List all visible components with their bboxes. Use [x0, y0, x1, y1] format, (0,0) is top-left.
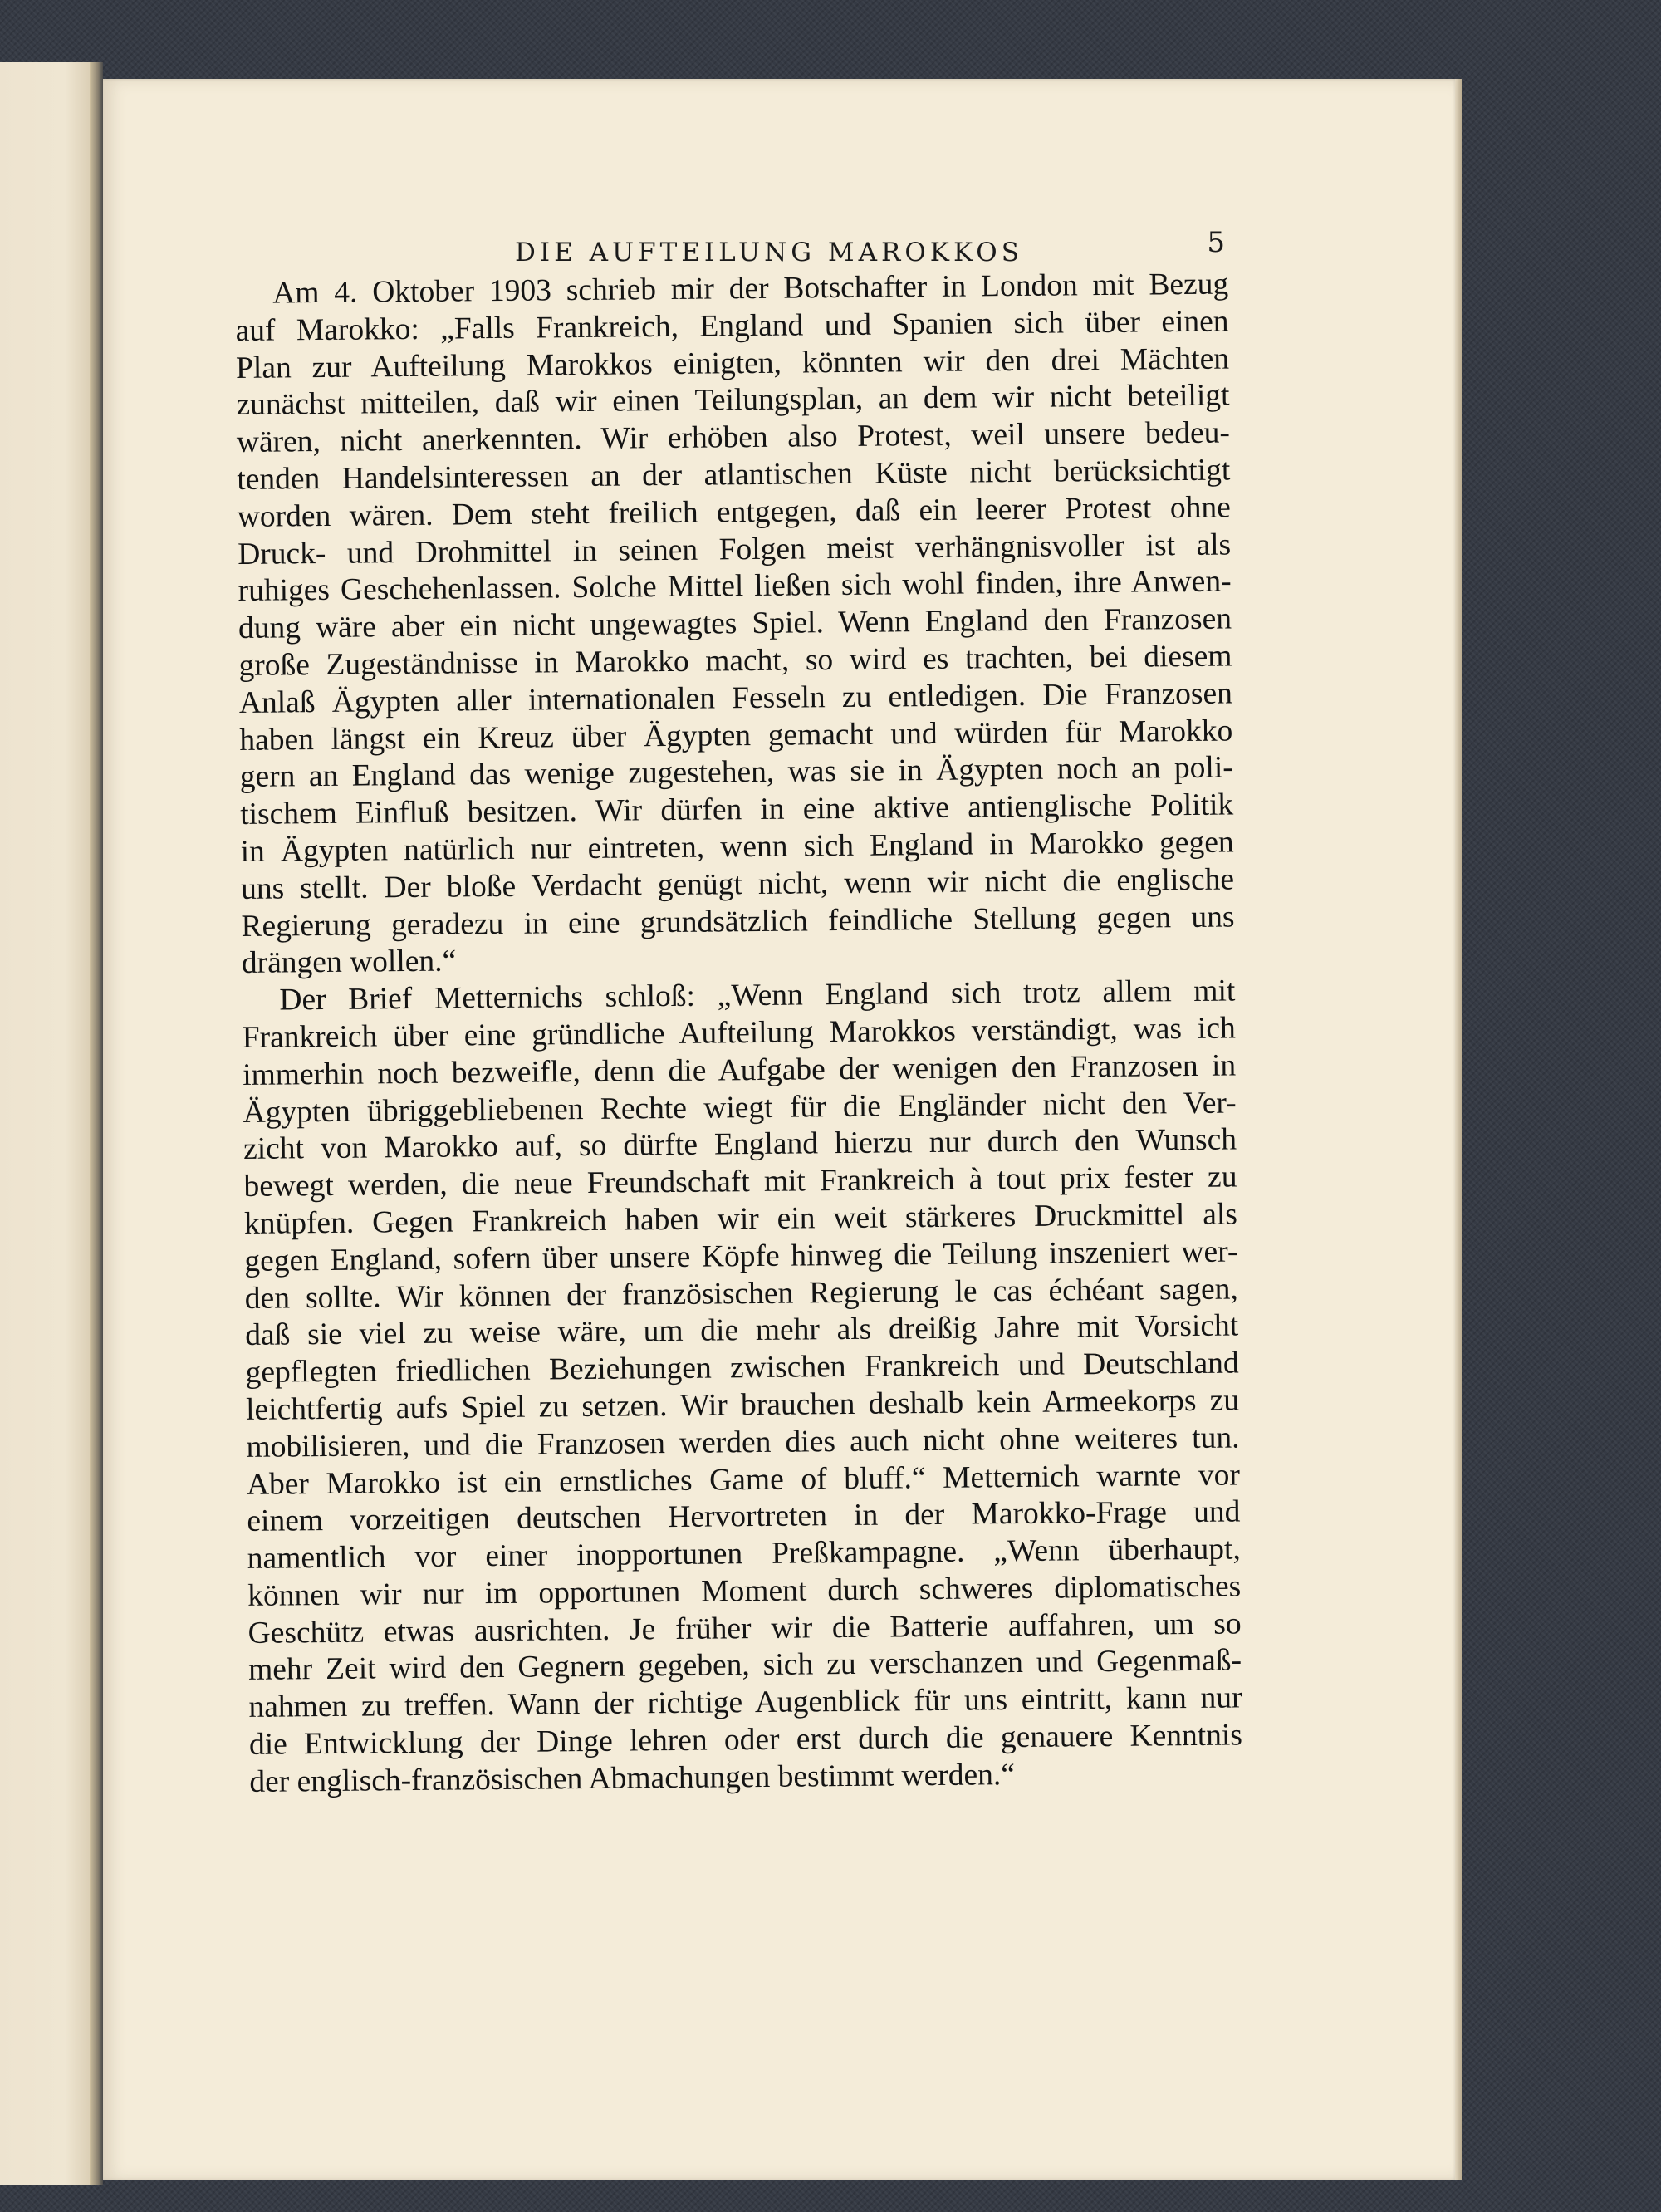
page-number: 5	[1207, 226, 1225, 259]
text-line: große Zugeständnisse in Marokko macht, so wird es trachten, bei diesem	[238, 639, 1232, 683]
text-line: Anlaß Ägypten aller internationalen Fesseln zu entledigen. Die Franzosen	[238, 676, 1233, 720]
text-line: gegen England, sofern über unsere Köpfe hinweg die Teilung inszeniert wer-	[244, 1234, 1238, 1278]
text-line: die Entwicklung der Dinge lehren oder erst durch die genauere Kenntnis	[248, 1718, 1243, 1762]
body-text	[235, 267, 1243, 1802]
text-line: haben längst ein Kreuz über Ägypten gemacht und würden für Marokko	[239, 714, 1233, 758]
text-line: Druck- und Drohmittel in seinen Folgen meist verhängnisvoller ist als	[238, 527, 1232, 571]
text-line: einem vorzeitigen deutschen Hervortreten in der Marokko-Frage und	[247, 1494, 1241, 1539]
text-line: Plan zur Aufteilung Marokkos einigten, könnten wir den drei Mächten	[235, 341, 1230, 385]
text-line: ruhiges Geschehenlassen. Solche Mittel ließen sich wohl finden, ihre Anwen-	[238, 564, 1232, 609]
text-line: uns stellt. Der bloße Verdacht genügt nicht, wenn wir nicht die englische	[240, 862, 1235, 906]
text-line: knüpfen. Gegen Frankreich haben wir ein weit stärkeres Druckmittel als	[243, 1197, 1238, 1241]
text-line: den sollte. Wir können der französischen Regierung le cas échéant sagen,	[244, 1271, 1238, 1316]
text-line: tischem Einfluß besitzen. Wir dürfen in eine aktive antienglische Politik	[240, 787, 1234, 832]
text-line: leichtfertig aufs Spiel zu setzen. Wir brauchen deshalb kein Armeekorps zu	[245, 1383, 1240, 1427]
text-line: namentlich vor einer inopportunen Preßkampagne. „Wenn überhaupt,	[247, 1532, 1241, 1577]
text-line: gepflegten friedlichen Beziehungen zwischen Frankreich und Deutschland	[245, 1346, 1239, 1390]
text-line: können wir nur im opportunen Moment durch schweres diplomatisches	[247, 1569, 1242, 1613]
text-line: wären, nicht anerkennten. Wir erhöben also Protest, weil unsere bedeu-	[236, 415, 1231, 460]
text-line: dung wäre aber ein nicht ungewagtes Spiel. Wenn England den Franzosen	[238, 601, 1232, 646]
book-gutter	[90, 62, 103, 2185]
text-line: in Ägypten natürlich nur eintreten, wenn sich England in Marokko gegen	[240, 825, 1234, 869]
text-line: nahmen zu treffen. Wann der richtige Augenblick für uns eintritt, kann nur	[248, 1680, 1242, 1725]
text-line: drängen wollen.“	[241, 944, 457, 981]
text-line: daß sie viel zu weise wäre, um die mehr als dreißig Jahre mit Vorsicht	[245, 1308, 1239, 1353]
text-line: mobilisieren, und die Franzosen werden dies auch nicht ohne weiteres tun.	[246, 1420, 1240, 1464]
text-line: zicht von Marokko auf, so dürfte England hierzu nur durch den Wunsch	[243, 1122, 1237, 1167]
text-line: bewegt werden, die neue Freundschaft mit Frankreich à tout prix fester zu	[243, 1160, 1237, 1204]
text-line: Am 4. Oktober 1903 schrieb mir der Botschafter in London mit Bezug	[272, 267, 1229, 311]
text-line: Ägypten übriggebliebenen Rechte wiegt für die Engländer nicht den Ver-	[243, 1086, 1237, 1130]
text-line: Geschütz etwas ausrichten. Je früher wir die Batterie auffahren, um so	[247, 1606, 1242, 1650]
text-line: tenden Handelsinteressen an der atlantischen Küste nicht berücksichtigt	[237, 453, 1231, 497]
text-line: worden wären. Dem steht freilich entgegen, daß ein leerer Protest ohne	[237, 490, 1231, 534]
running-title: DIE AUFTEILUNG MAROKKOS	[515, 238, 1023, 267]
text-line: Aber Marokko ist ein ernstliches Game of bluff.“ Metternich warnte vor	[246, 1457, 1241, 1502]
text-line: gern an England das wenige zugestehen, was sie in Ägypten noch an poli-	[239, 750, 1233, 795]
running-header	[249, 223, 1225, 272]
page-edge	[1455, 79, 1462, 2180]
facing-page-margin	[0, 62, 93, 2185]
text-line: auf Marokko: „Falls Frankreich, England und Spanien sich über einen	[235, 304, 1229, 348]
text-line: mehr Zeit wird den Gegnern gegeben, sich zu verschanzen und Gegenmaß-	[247, 1643, 1242, 1688]
text-line: der englisch-französischen Abmachungen bestimmt werden.“	[249, 1757, 1016, 1799]
text-line: immerhin noch bezweifle, denn die Aufgabe der wenigen den Franzosen in	[243, 1048, 1237, 1092]
text-line: Der Brief Metternichs schloß: „Wenn England sich trotz allem mit	[279, 974, 1236, 1018]
text-line: zunächst mitteilen, daß wir einen Teilungsplan, an dem wir nicht beteiligt	[236, 378, 1230, 423]
text-line: Frankreich über eine gründliche Aufteilung Marokkos verständigt, was ich	[242, 1011, 1236, 1055]
text-line: Regierung geradezu in eine grundsätzlich feindliche Stellung gegen uns	[241, 900, 1235, 944]
